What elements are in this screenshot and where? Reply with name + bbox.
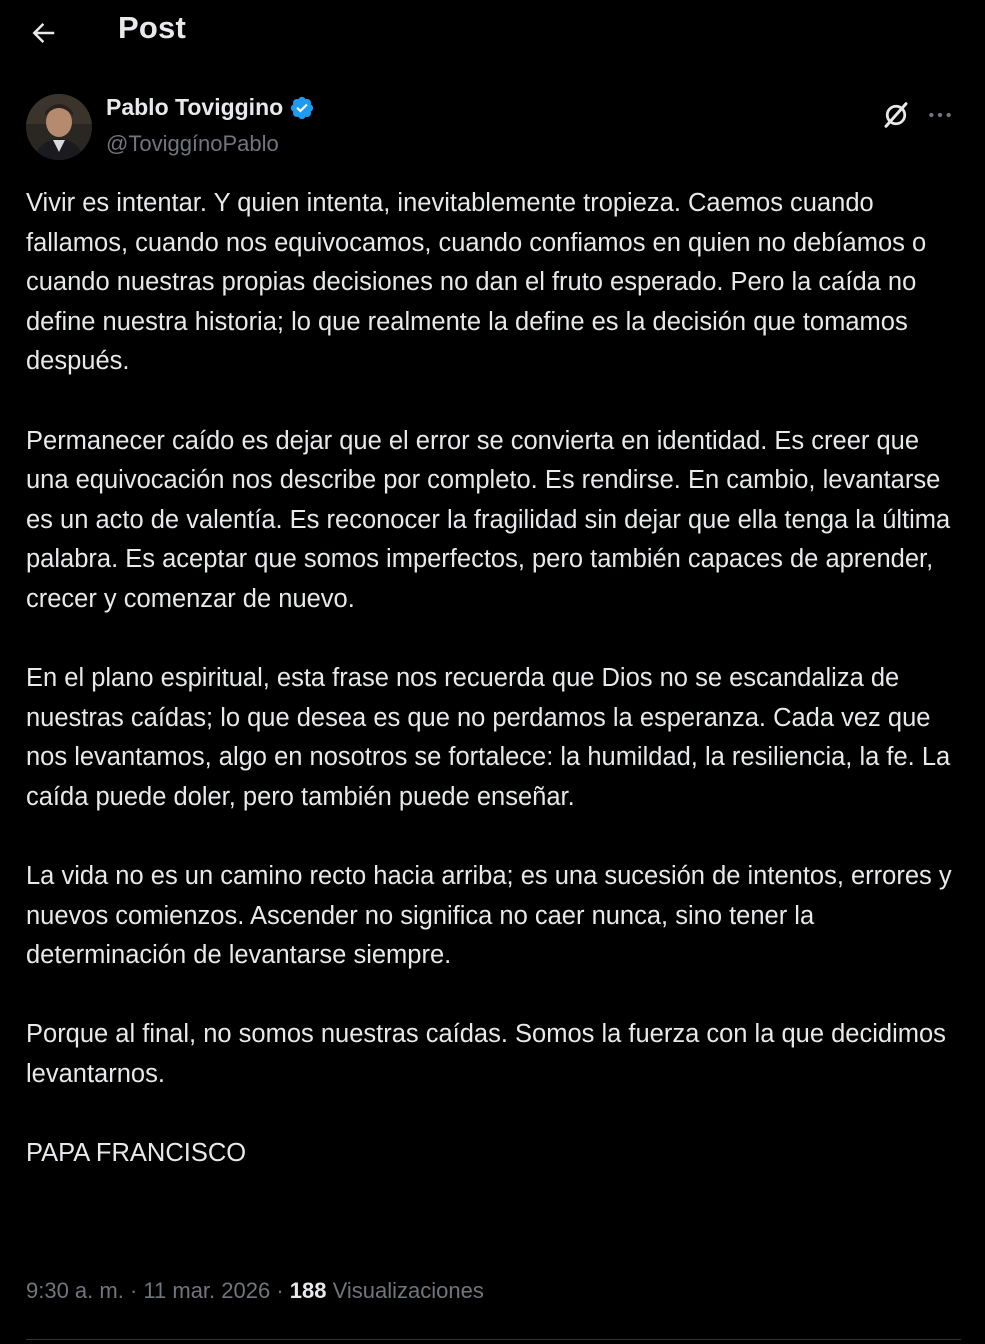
more-horizontal-icon bbox=[927, 102, 953, 128]
post-paragraph: Porque al final, no somos nuestras caídas. Somos la fuerza con la que decidimos levantarnos. bbox=[26, 1020, 946, 1089]
post-meta bbox=[26, 1278, 484, 1304]
author-handle[interactable]: @ToviggínoPablo bbox=[106, 131, 279, 156]
top-bar bbox=[0, 0, 985, 64]
post-author bbox=[26, 92, 961, 162]
meta-separator: · bbox=[276, 1278, 284, 1303]
divider bbox=[26, 1339, 961, 1340]
post-text bbox=[26, 184, 961, 1213]
avatar[interactable] bbox=[26, 94, 92, 160]
back-button[interactable] bbox=[24, 14, 62, 52]
page-title: Post bbox=[118, 10, 186, 45]
arrow-left-icon bbox=[28, 18, 58, 48]
views-label: Visualizaciones bbox=[332, 1278, 484, 1303]
grok-button[interactable] bbox=[879, 98, 913, 132]
more-options-button[interactable] bbox=[923, 98, 957, 132]
post-date[interactable]: 11 mar. 2026 bbox=[143, 1278, 271, 1303]
user-avatar-icon bbox=[26, 94, 92, 160]
post-paragraph: Vivir es intentar. Y quien intenta, inevitablemente tropieza. Caemos cuando fallamos, cuando nos equivocamos, cuando confiamos en quien no debíamos o cuando nuestras propias decisiones no dan el fruto esperado. Pero la caída no define nuestra historia; lo que realmente la define es la decisión que tomamos después. bbox=[26, 189, 927, 376]
views-count: 188 bbox=[289, 1278, 327, 1303]
post-paragraph: En el plano espiritual, esta frase nos recuerda que Dios no se escandaliza de nuestras caídas; lo que desea es que no perdamos la esperanza. Cada vez que nos levantamos, algo en nosotros se fortalece: la humildad, la resiliencia, la fe. La caída puede doler, pero también puede enseñar. bbox=[26, 664, 951, 811]
post-paragraph: Permanecer caído es dejar que el error se convierta en identidad. Es creer que una equivocación nos describe por completo. Es rendirse. En cambio, levantarse es un acto de valentía. Es reconocer la fragilidad sin dejar que ella tenga la última palabra. Es aceptar que somos imperfectos, pero también capaces de aprender, crecer y comenzar de nuevo. bbox=[26, 426, 951, 613]
meta-separator: · bbox=[129, 1278, 138, 1303]
post-time[interactable]: 9:30 a. m. bbox=[26, 1278, 124, 1303]
verified-badge-icon bbox=[289, 95, 315, 121]
grok-icon bbox=[881, 100, 911, 130]
post-paragraph: PAPA FRANCISCO bbox=[26, 1139, 247, 1168]
post-paragraph: La vida no es un camino recto hacia arriba; es una sucesión de intentos, errores y nuevos comienzos. Ascender no significa no caer nunca, sino tener la determinación de levantarse siempre. bbox=[26, 862, 952, 970]
author-name-row[interactable] bbox=[106, 94, 315, 121]
author-display-name: Pablo Toviggino bbox=[106, 94, 284, 120]
